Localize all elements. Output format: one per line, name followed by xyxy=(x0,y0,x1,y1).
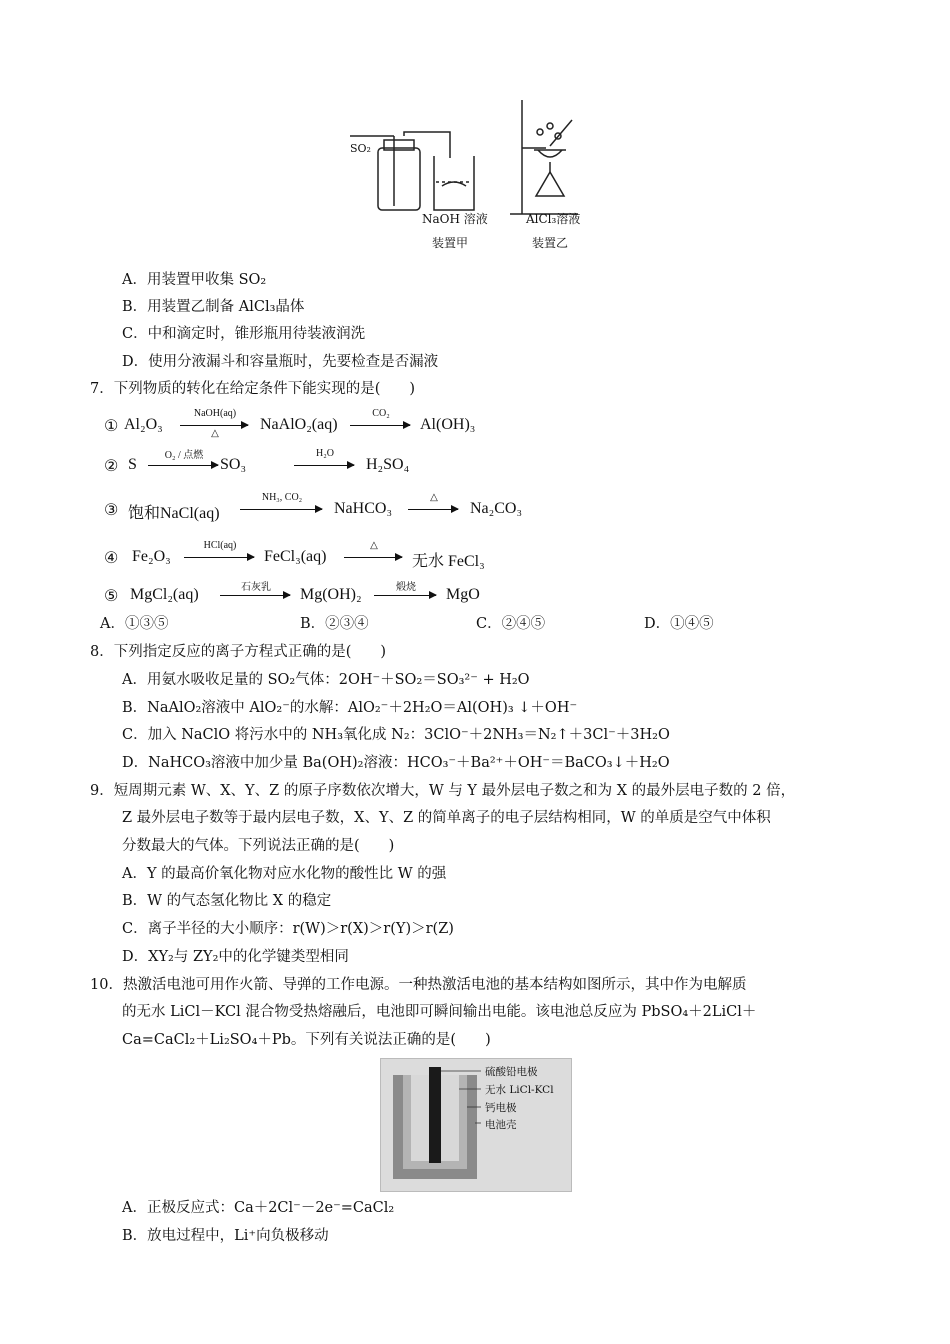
reaction-arrow xyxy=(374,595,436,596)
reaction-arrow xyxy=(344,557,402,558)
q6-option-d: D．使用分液漏斗和容量瓶时，先要检查是否漏液 xyxy=(122,354,439,370)
alcl3-label: AlCl₃溶液 xyxy=(526,212,581,226)
q6-option-a: A．用装置甲收集 SO₂ xyxy=(122,272,267,288)
q7-reaction-5 xyxy=(104,578,524,612)
condition: HCl(aq) xyxy=(203,540,237,551)
product: MgO xyxy=(446,586,480,603)
reaction-arrow xyxy=(148,465,218,466)
q9-stem-line-3: 分数最大的气体。下列说法正确的是( ) xyxy=(122,838,395,854)
label-lead-sulfate-electrode: 硫酸铅电极 xyxy=(485,1066,538,1078)
condition: CO₂ xyxy=(372,408,390,419)
q9-stem-line-1: 9．短周期元素 W、X、Y、Z 的原子序数依次增大，W 与 Y 最外层电子数之和为 X 的最外层电子数的 2 倍， xyxy=(90,783,796,799)
reaction-number: ② xyxy=(104,458,119,475)
q9-stem-line-2: Z 最外层电子数等于最内层电子数，X、Y、Z 的简单离子的电子层结构相同，W 的单质是空气中体积 xyxy=(122,810,771,826)
q9-option-a: A．Y 的最高价氧化物对应水化物的酸性比 W 的强 xyxy=(122,866,447,882)
product: 无水 FeCl₃ xyxy=(412,553,485,570)
product: H₂SO₄ xyxy=(366,456,410,473)
condition: H₂O xyxy=(316,448,334,459)
q7-choice-c: C．②④⑤ xyxy=(476,616,546,632)
q10-stem-line-1: 10．热激活电池可用作火箭、导弹的工作电源。一种热激活电池的基本结构如图所示，其中作为电解质 xyxy=(90,977,747,993)
naoh-label: NaOH 溶液 xyxy=(422,212,488,226)
reactant: MgCl₂(aq) xyxy=(130,586,199,603)
reaction-arrow xyxy=(240,509,322,510)
apparatus-figure xyxy=(350,96,610,256)
device-jia-label: 装置甲 xyxy=(432,236,469,250)
reaction-arrow xyxy=(350,425,410,426)
q9-option-c: C．离子半径的大小顺序：r(W)＞r(X)＞r(Y)＞r(Z) xyxy=(122,921,454,937)
condition: NaOH(aq) xyxy=(193,408,237,419)
condition: △ xyxy=(430,492,438,503)
condition: △ xyxy=(370,540,378,551)
q8-option-c: C．加入 NaClO 将污水中的 NH₃氧化成 N₂：3ClO⁻＋2NH₃＝N₂↑＋3Cl⁻＋3H₂O xyxy=(122,727,670,743)
q8-option-d: D．NaHCO₃溶液中加少量 Ba(OH)₂溶液：HCO₃⁻＋Ba²⁺＋OH⁻＝BaCO₃↓＋H₂O xyxy=(122,755,670,771)
reactant: Al₂O₃ xyxy=(124,416,163,433)
reaction-number: ⑤ xyxy=(104,588,119,605)
label-anhydrous-licl-kcl: 无水 LiCl-KCl xyxy=(485,1084,554,1096)
q7-choice-b: B．②③④ xyxy=(300,616,369,632)
intermediate: FeCl₃(aq) xyxy=(264,548,327,565)
reactant: S xyxy=(128,456,137,473)
reactant: Fe₂O₃ xyxy=(132,548,171,565)
q7-reaction-2 xyxy=(104,448,524,482)
q10-stem-line-2: 的无水 LiCl－KCl 混合物受热熔融后，电池即可瞬间输出电能。该电池总反应为 PbSO₄＋2LiCl＋ xyxy=(122,1004,757,1020)
so2-label: SO₂ xyxy=(350,142,371,155)
q7-choice-d: D．①④⑤ xyxy=(644,616,714,632)
product: Na₂CO₃ xyxy=(470,500,523,517)
reaction-arrow xyxy=(408,509,458,510)
q8-stem: 8．下列指定反应的离子方程式正确的是( ) xyxy=(90,644,387,660)
q7-reaction-4 xyxy=(104,540,524,574)
intermediate: Mg(OH)₂ xyxy=(300,586,362,603)
q7-stem: 7．下列物质的转化在给定条件下能实现的是( ) xyxy=(90,381,416,397)
q10-option-a: A．正极反应式：Ca＋2Cl⁻－2e⁻=CaCl₂ xyxy=(122,1200,395,1216)
q7-choice-a: A．①③⑤ xyxy=(100,616,169,632)
battery-figure xyxy=(380,1058,572,1192)
label-battery-shell: 电池壳 xyxy=(485,1119,517,1131)
intermediate: NaHCO₃ xyxy=(334,500,393,517)
q10-option-b: B．放电过程中，Li⁺向负极移动 xyxy=(122,1228,329,1244)
device-yi-label: 装置乙 xyxy=(532,236,569,250)
reaction-number: ④ xyxy=(104,550,119,567)
q9-option-d: D．XY₂与 ZY₂中的化学键类型相同 xyxy=(122,949,349,965)
condition: 石灰乳 xyxy=(241,582,271,593)
condition: NH₃, CO₂ xyxy=(261,492,303,503)
reaction-arrow xyxy=(184,557,254,558)
reaction-number: ① xyxy=(104,418,119,435)
q7-reaction-3 xyxy=(104,492,544,526)
condition: 煅烧 xyxy=(396,582,416,593)
reactant: 饱和NaCl(aq) xyxy=(128,505,220,522)
q8-option-a: A．用氨水吸收足量的 SO₂气体：2OH⁻＋SO₂＝SO₃²⁻ + H₂O xyxy=(122,672,530,688)
intermediate: NaAlO₂(aq) xyxy=(260,416,338,433)
q8-option-b: B．NaAlO₂溶液中 AlO₂⁻的水解：AlO₂⁻＋2H₂O＝Al(OH)₃ ↓＋OH⁻ xyxy=(122,700,578,716)
reaction-arrow xyxy=(294,465,354,466)
reaction-number: ③ xyxy=(104,502,119,519)
q6-option-b: B．用装置乙制备 AlCl₃晶体 xyxy=(122,299,305,315)
reaction-arrow xyxy=(180,425,248,426)
apparatus-drawing xyxy=(350,96,610,256)
product: Al(OH)₃ xyxy=(420,416,476,433)
q10-stem-line-3: Ca=CaCl₂＋Li₂SO₄＋Pb。下列有关说法正确的是( ) xyxy=(122,1032,491,1048)
intermediate: SO₃ xyxy=(220,456,247,473)
condition: O₂ / 点燃 xyxy=(164,450,204,461)
q6-option-c: C．中和滴定时，锥形瓶用待装液润洗 xyxy=(122,326,366,342)
battery-drawing xyxy=(381,1059,571,1191)
q9-option-b: B．W 的气态氢化物比 X 的稳定 xyxy=(122,893,332,909)
reaction-arrow xyxy=(220,595,290,596)
label-calcium-electrode: 钙电极 xyxy=(485,1102,517,1114)
condition: △ xyxy=(211,428,219,439)
q7-reaction-1 xyxy=(104,408,524,442)
